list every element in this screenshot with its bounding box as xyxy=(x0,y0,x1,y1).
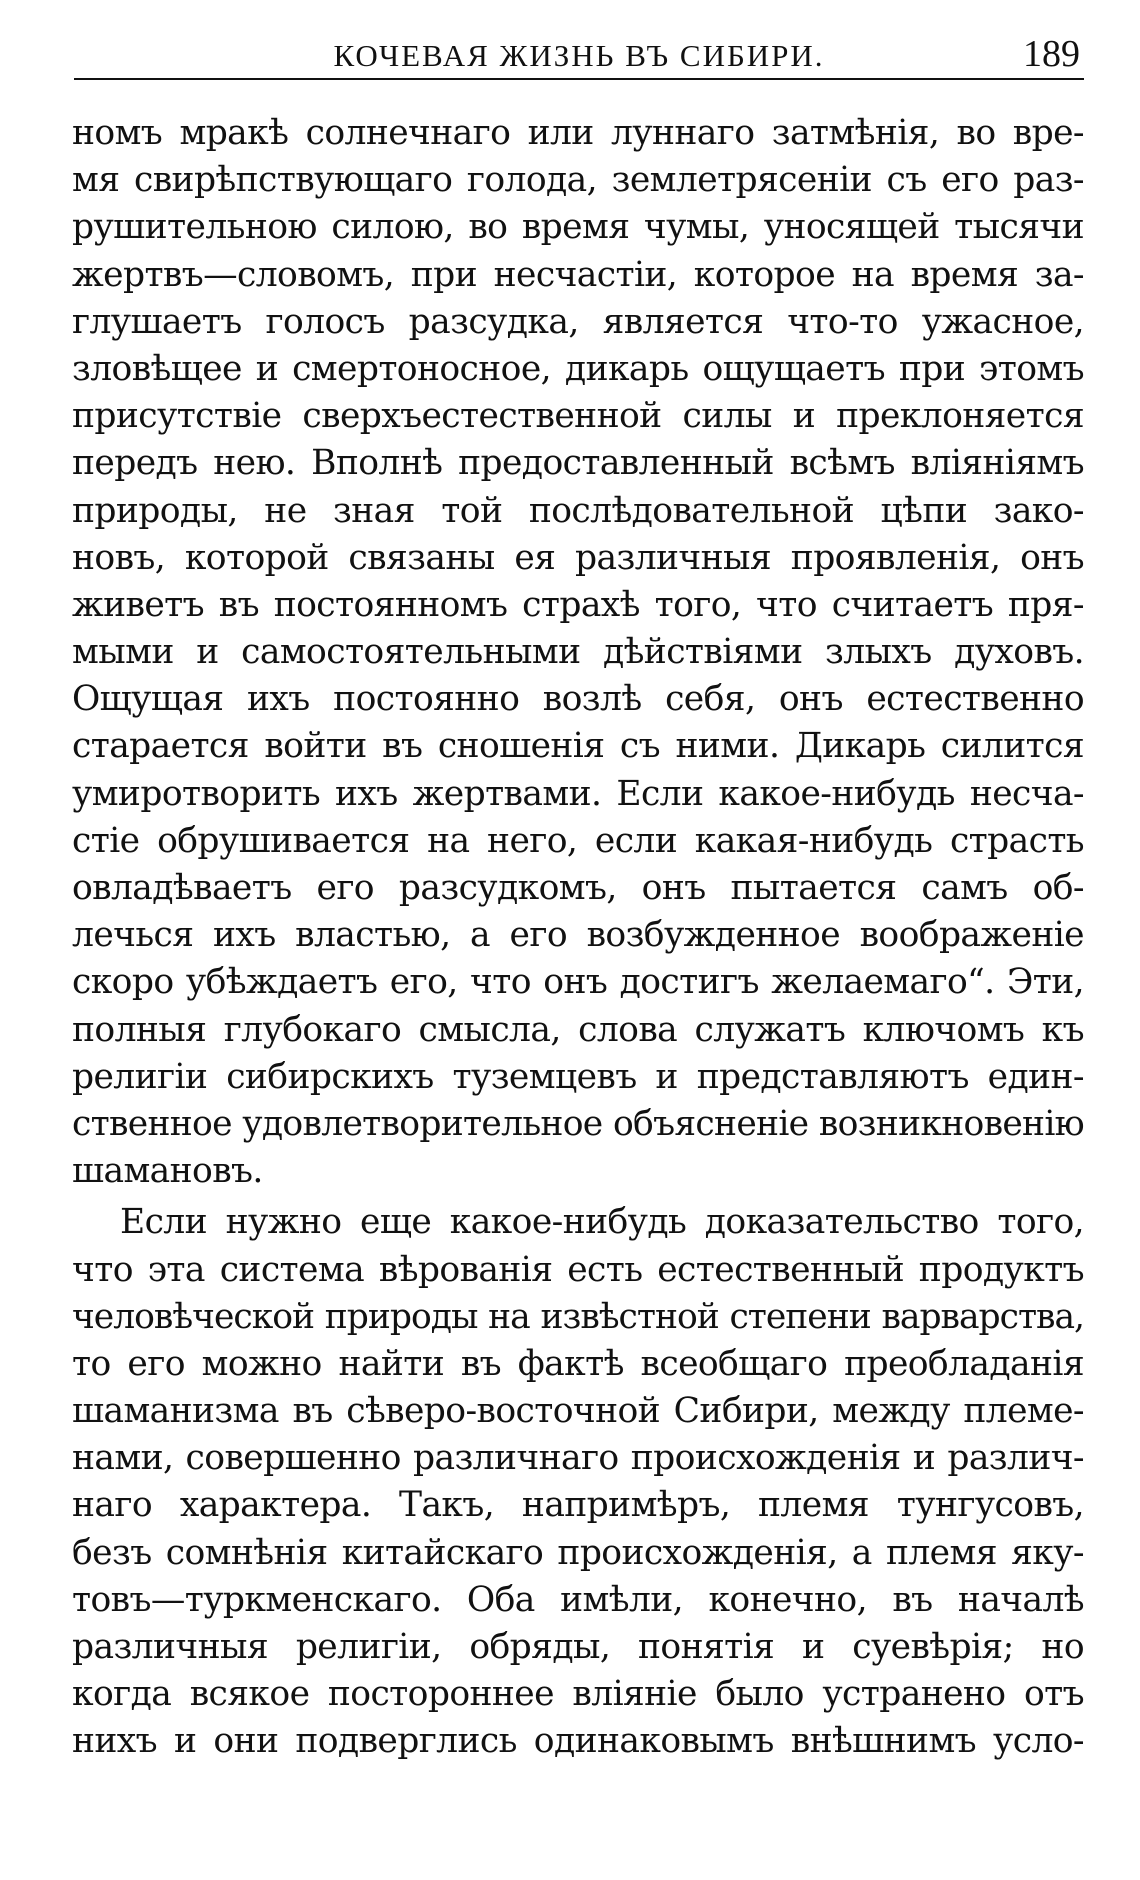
text-line: природы, не зная той послѣдовательной цѣпи зако- xyxy=(72,490,1084,531)
text-line: мя свирѣпствующаго голода, землетрясеніи съ его раз- xyxy=(72,160,1084,201)
text-line: шаманизма въ сѣверо-восточной Сибири, между племе- xyxy=(72,1391,1084,1432)
text-line: новъ, которой связаны ея различныя проявленія, онъ xyxy=(72,537,1084,578)
text-line: шамановъ. xyxy=(72,1151,263,1192)
text-line: нихъ и они подверглись одинаковымъ внѣшнимъ усло- xyxy=(72,1721,1084,1762)
page-number: 189 xyxy=(1023,33,1080,75)
text-line: человѣческой природы на извѣстной степени варварства, xyxy=(72,1296,1084,1337)
text-line: скоро убѣждаетъ его, что онъ достигъ желаемаго“. Эти, xyxy=(72,962,1084,1003)
text-line: присутствіе сверхъестественной силы и преклоняется xyxy=(72,396,1084,437)
text-line: мыми и самостоятельными дѣйствіями злыхъ духовъ. xyxy=(72,632,1084,673)
text-line: безъ сомнѣнія китайскаго происхожденія, а племя яку- xyxy=(72,1532,1084,1573)
text-line: то его можно найти въ фактѣ всеобщаго преобладанія xyxy=(72,1343,1084,1384)
paragraph-2 xyxy=(72,1199,1084,1765)
text-line: религіи сибирскихъ туземцевъ и представляютъ един- xyxy=(72,1056,1084,1097)
text-line: стіе обрушивается на него, если какая-нибудь страсть xyxy=(72,820,1084,861)
text-line: зловѣщее и смертоносное, дикарь ощущаетъ при этомъ xyxy=(72,348,1084,389)
paragraph-1 xyxy=(72,110,1084,1195)
text-line: передъ нею. Вполнѣ предоставленный всѣмъ вліяніямъ xyxy=(72,443,1084,484)
text-line: нами, совершенно различнаго происхожденія и различ- xyxy=(72,1438,1084,1479)
text-line: глушаетъ голосъ разсудка, является что-то ужасное, xyxy=(72,301,1084,342)
body-text xyxy=(72,110,1084,1766)
text-line: различныя религіи, обряды, понятія и суевѣрія; но xyxy=(72,1627,1084,1667)
text-line: умиротворить ихъ жертвами. Если какое-нибудь несча- xyxy=(72,773,1084,814)
text-line: когда всякое постороннее вліяніе было устранено отъ xyxy=(72,1674,1084,1715)
text-line: ственное удовлетворительное объясненіе возникновенію xyxy=(72,1103,1084,1144)
text-line: овладѣваетъ его разсудкомъ, онъ пытается самъ об- xyxy=(72,868,1084,908)
text-line: жертвъ—словомъ, при несчастіи, которое на время за- xyxy=(72,254,1084,295)
text-line: лечься ихъ властью, а его возбужденное воображеніе xyxy=(72,915,1084,956)
text-line: товъ—туркменскаго. Оба имѣли, конечно, въ началѣ xyxy=(72,1579,1084,1620)
text-line: номъ мракѣ солнечнаго или луннаго затмѣнія, во вре- xyxy=(72,113,1084,153)
text-line: живетъ въ постоянномъ страхѣ того, что считаетъ пря- xyxy=(72,584,1084,625)
text-line: Если нужно еще какое-нибудь доказательство того, xyxy=(120,1202,1084,1243)
text-line: полныя глубокаго смысла, слова служатъ ключомъ къ xyxy=(72,1009,1084,1050)
text-line: Ощущая ихъ постоянно возлѣ себя, онъ естественно xyxy=(72,679,1084,720)
header-rule xyxy=(74,78,1084,80)
text-line: рушительною силою, во время чумы, уносящей тысячи xyxy=(72,207,1084,248)
text-line: что эта система вѣрованія есть естественный продуктъ xyxy=(72,1249,1084,1290)
text-line: наго характера. Такъ, напримѣръ, племя тунгусовъ, xyxy=(72,1485,1084,1526)
running-title: КОЧЕВАЯ ЖИЗНЬ ВЪ СИБИРИ. xyxy=(333,38,825,73)
text-line: старается войти въ сношенія съ ними. Дикарь силится xyxy=(72,726,1084,767)
